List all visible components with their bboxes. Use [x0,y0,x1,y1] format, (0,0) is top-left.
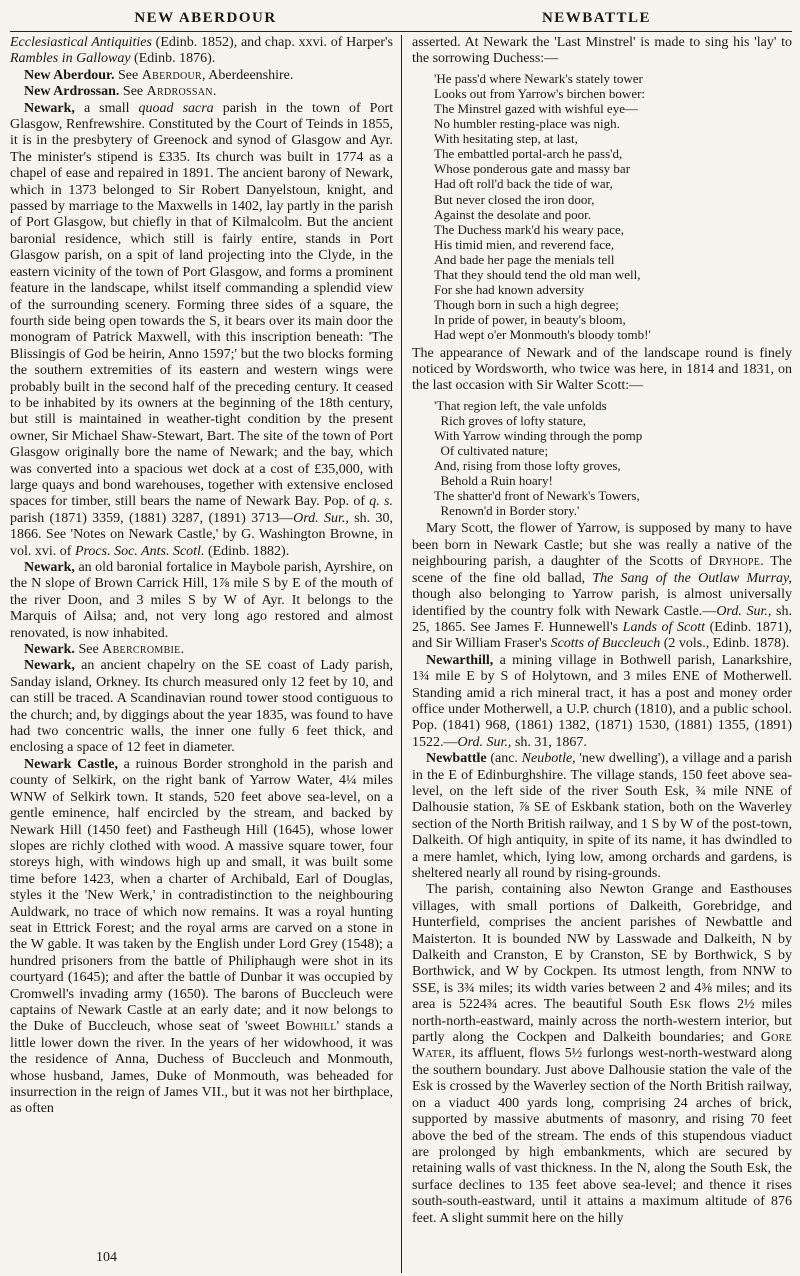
verse-line: His timid mien, and reverend face, [434,236,615,252]
text-segment: , its affluent, flows 5½ furlongs west-north-westward along the southern boundary. Just above Dalhousie station the vale of the Esk is crossed by the Waverley section of the North British railway, on a viaduct 400 yards long, comprising 24 arches of brick, supported by massive abutments of masonry, and rising 70 feet above the bed of the stream. The ends of this stupendous viaduct are prolonged by high embankments, which are secured by retaining walls of vast thickness. In the N, along the South Esk, the surface declines to 135 feet above sea-level; and thence it rises south-south-eastward, until it attains a maximum altitude of 876 feet. A slight summit here on the hilly [412,1046,792,1226]
text-segment: a small [74,100,139,116]
entry-term: Newark. [24,642,75,658]
verse-line: With Yarrow winding through the pomp [434,427,643,443]
text-columns [10,35,792,1273]
text-segment: Ord. Sur., [716,603,772,619]
verse-line: Had oft roll'd back the tide of war, [434,176,613,192]
verse-line: With hesitating step, at last, [434,131,578,147]
paragraph [412,521,792,652]
text-segment: sh. 31, 1867. [511,734,587,750]
verse-line: Renown'd in Border story.' [434,503,580,519]
verse-line: No humbler resting-place was nigh. [434,116,620,132]
text-segment: Bowhill [285,1019,337,1035]
text-segment: (Edinb. 1882). [204,543,290,559]
text-segment: , Aberdeenshire. [202,67,294,83]
text-segment: The Sang of the Outlaw Murray, [592,570,792,586]
text-segment: See [74,642,103,658]
text-segment: . The scene of the fine old ballad, [412,554,792,586]
verse-line: Against the desolate and poor. [434,206,592,222]
paragraph [10,101,393,560]
verse-line: Had wept o'er Monmouth's bloody tomb!' [434,327,651,343]
text-segment: Ardrossan [146,84,213,100]
text-segment: parish in the town of Port Glasgow, Renfrewshire. Constituted by the Court of Teinds in 1855, it is in the presbytery of Greenock and synod of Glasgow and Ayr. The minister's stipend is £335. Its church was built in 1774 as a chapel of ease and repaired in 1891. The ancient barony of Newark, which in 1373 belonged to Sir Robert Danyelstoun, knight, and passed by marriage to the Maxwells in 1402, lay partly in the parish of Port Glasgow, but chiefly in that of Kilmalcolm. But the ancient baronial residence, which still is fairly entire, stands in Port Glasgow parish, on a spit of land projecting into the Clyde, in the eastern vicinity of the town of Port Glasgow, and forms a prominent feature in the landscape, whilst itself commanding a splendid view of the surrounding scenery. Forming three sides of a square, the fourth side being open towards the S, it bears over its main door the monogram of Patrick Maxwell, with this inscription beneath: 'The Blissingis of God be heirin, Anno 1597;' but the two blocks forming the southern extremities of its eastern and western wings were probably built in the second half of the preceding century. It ceased to be inhabited by its owners at the beginning of the 18th century, but still is maintained in weather-tight condition by the present owner, Sir Michael Shaw-Stewart, Bart. The site of the town of Port Glasgow originally bore the name of Newark; and the bay, which was converted into a spacious wet dock at a cost of £35,000, with large quays and bond warehouses, together with extensive enclosed spaces for timber, still bears the name of Newark Bay. Pop. of [10,100,393,510]
text-segment: See [119,84,147,100]
text-segment: Gore Water [412,1030,792,1062]
text-segment: Mary Scott, the flower of Yarrow, is supposed by many to have been born in Newark Castle; but she was really a native of the neighbouring parish, a daughter of the Scotts of [412,521,792,570]
paragraph [412,653,792,751]
text-segment: Ecclesiastical Antiquities [10,35,152,50]
text-segment: Scotts of Buccleuch [550,636,661,652]
verse-line: In pride of power, in beauty's bloom, [434,312,626,328]
text-segment: Procs. Soc. Ants. Scotl. [74,543,205,559]
header-rule [10,31,792,32]
text-segment: The parish, containing also Newton Grange and Easthouses villages, with small portions of Dalkeith, Gorebridge, and Hunterfield, comprises the ancient parishes of Newbattle and Maisterton. It is bounded NW by Lasswade and Dalkeith, N by Dalkeith and Cranston, E by Cranston, SE by Borthwick, S by Borthwick, and W by Cockpen. Its utmost length, from NNW to SSE, is 3¾ miles; its width varies between 2 and 4⅜ miles; and its area is 5224¾ acres. The beautiful South [412,882,792,1013]
verse-line: And bade her page the menials tell [434,251,615,267]
verse-line: Behold a Ruin hoary! [434,473,553,489]
page-number: 104 [96,1250,117,1265]
text-segment: . [180,642,185,658]
paragraph [412,882,792,1227]
entry-term: Newbattle [426,751,487,767]
text-segment: (Edinb. 1852), and chap. xxvi. of Harper's [151,35,393,50]
entry-term: Newark, [24,658,75,674]
right-column [401,35,792,1273]
paragraph [412,346,792,395]
verse-line: The shatter'd front of Newark's Towers, [434,488,640,504]
text-segment: though also belonging to Yarrow parish, is almost universally identified by the country folk with Newark Castle.— [412,587,792,619]
text-segment: an old baronial fortalice in Maybole parish, Ayrshire, on the N slope of Brown Carrick Hill, 1⅞ mile S by E of the mouth of the river Doon, and 3 miles S by W of Ayr. It belongs to the Marquis of Ailsa; and, not very long ago restored and almost renovated, is now inhabited. [10,560,393,641]
text-segment: Lands of Scott [622,619,706,635]
header-title-right: NEWBATTLE [541,10,652,26]
text-segment: a ruinous Border stronghold in the parish and county of Selkirk, on the right bank of Yarrow Water, 4¼ miles WNW of Selkirk town. It stands, 520 feet above sea-level, on a gentle eminence, half encircled by the stream, and backed by Newark Hill (1450 feet) and Fastheugh Hill (1645), whose lower slopes are richly clothed with wood. A massive square tower, four storeys high, with windows high up and small, it was built some time before 1423, when a charter of Archibald, Earl of Douglas, styles it the 'New Werk,' in contradistinction to the neighbouring Auldwark, no trace of which now remains. It was a royal hunting seat in Ettrick Forest; and the royal arms are carved on a stone in the W gable. It was taken by the English under Lord Grey (1548); a hundred prisoners from the battle of Philiphaugh were shot in its courtyard (1645); and after the battle of Dunbar it was occupied by Cromwell's invading army (1650). The barons of Buccleuch were captains of Newark Castle at an early date; and it now belongs to the Duke of Buccleuch, whose seat of 'sweet [10,756,393,1035]
verse-line: The embattled portal-arch he pass'd, [434,146,623,162]
paragraph [412,35,792,68]
text-segment: (2 vols., Edinb. 1878). [660,636,790,652]
text-segment: sh. 30, 1866. See 'Notes on Newark Castle,' by G. Washington Browne, in vol. xvi. of [10,510,394,559]
text-segment: Rambles in Galloway [10,51,131,67]
paragraph [412,751,792,882]
verse-line: Though born in such a high degree; [434,297,619,313]
text-segment: Aberdour [141,67,203,83]
entry-term: New Ardrossan. [24,84,120,100]
entry-term: Newark Castle, [24,756,118,772]
verse-line: Whose ponderous gate and massy bar [434,161,631,177]
entry-term: Newark, [24,100,75,116]
text-segment: asserted. At Newark the 'Last Minstrel' is made to sing his 'lay' to the sorrowing Duchess:— [412,35,792,67]
entry-term: Newark, [24,560,75,575]
paragraph [10,35,393,68]
verse-line: That they should tend the old man well, [434,267,641,283]
verse-line: Looks out from Yarrow's birchen bower: [434,85,646,101]
text-segment: 'new dwelling'), a village and a parish in the E of Edinburghshire. The village stands, 150 feet above sea-level, on the left side of the river South Esk, ¾ mile NNE of Dalhousie station, ⅞ SE of Eskbank station, both on the Waverley section of the North British railway, and 1 S by W of the post-town, Dalkeith. Of high antiquity, in spite of its name, it has dwindled to a mere hamlet, which, lying low, among orchards and gardens, is sheltered nearly all round by rising-grounds. [412,751,792,881]
verse-line: 'He pass'd where Newark's stately tower [434,70,643,86]
text-segment: a mining village in Bothwell parish, Lanarkshire, 1¾ mile E by S of Holytown, and 3 miles ENE of Motherwell. Standing amid a rich mineral tract, it has a post and money order office under Motherwell, a U.P. church (1810), and a public school. Pop. (1841) 968, (1861) 1382, (1871) 1530, (1881) 1355, (1891) 1522.— [412,652,792,750]
text-segment: (anc. [486,751,522,767]
verse-block [434,71,792,343]
text-segment: . [212,84,217,100]
paragraph [10,560,393,642]
text-segment: Dryhope [708,554,761,570]
entry-term: Newarthill, [426,652,494,668]
verse-line: 'That region left, the vale unfolds [434,397,607,413]
text-segment: ' stands a little lower down the river. In the years of her widowhood, it was the residence of Anna, Duchess of Buccleuch and Monmouth, whose husband, James, Duke of Monmouth, was beheaded for insurrection in the reign of James VII., but it was not her birthplace, as often [10,1019,393,1117]
left-column [10,35,401,1273]
text-segment: parish (1871) 3359, (1881) 3287, (1891) 3713— [10,510,294,526]
text-segment: Ord. Sur., [293,510,349,526]
text-segment: sh. 25, 1865. See James F. Hunnewell's [412,603,792,635]
verse-line: Of cultivated nature; [434,443,549,458]
text-segment: flows 2½ miles north-north-eastward, mainly across the north-western interior, but partly along the Cockpen and Dalkeith boundaries; and [412,997,792,1046]
text-segment: (Edinb. 1871), and Sir William Fraser's [412,619,792,652]
verse-line: But never closed the iron door, [434,191,595,207]
text-segment: Abercrombie [102,642,181,658]
verse-line: The Minstrel gazed with wishful eye— [434,101,638,116]
verse-line: Rich groves of lofty stature, [434,412,586,428]
text-segment: quoad sacra [138,100,214,116]
paragraph [10,642,393,658]
paragraph [10,757,393,1118]
text-segment: Esk [669,997,692,1013]
text-segment: an ancient chapelry on the SE coast of Lady parish, Sanday island, Orkney. Its church measured only 12 feet by 10, and can still be traced. A Scandinavian round tower stood contiguous to the church; and, by diggings about the year 1835, was found to have had two concentric walls, the inner one fully 6 feet thick, and enclosing a space of 12 feet in diameter. [10,658,393,756]
verse-block [434,398,792,519]
header-title-left: NEW ABERDOUR [134,10,277,26]
paragraph [10,68,393,84]
verse-line: For she had known adversity [434,282,585,298]
entry-term: New Aberdour. [24,67,115,83]
verse-line: And, rising from those lofty groves, [434,458,621,474]
paragraph [10,84,393,100]
verse-line: The Duchess mark'd his weary pace, [434,221,625,237]
text-segment: The appearance of Newark and of the landscape round is finely noticed by Wordsworth, who twice was here, in 1814 and 1831, on the last occasion with Sir Walter Scott:— [412,345,792,394]
running-header [10,10,792,27]
text-segment: (Edinb. 1876). [130,51,216,67]
text-segment: See [114,67,142,83]
text-segment: Neubotle, [521,751,576,767]
text-segment: q. s. [369,494,393,510]
text-segment: Ord. Sur., [457,734,512,750]
paragraph [10,658,393,756]
